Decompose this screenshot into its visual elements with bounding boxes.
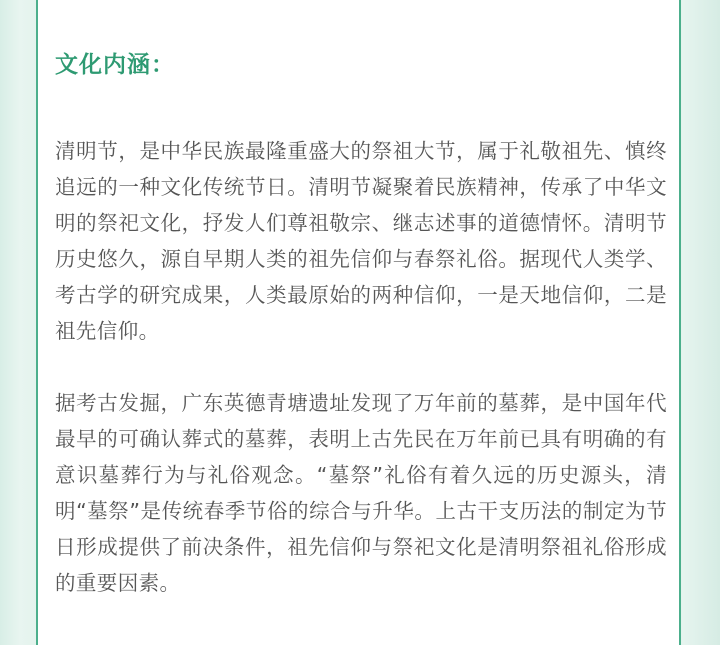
paragraph-1: 清明节，是中华民族最隆重盛大的祭祖大节，属于礼敬祖先、慎终追远的一种文化传统节日。清明节凝聚着民族精神，传承了中华文明的祭祀文化，抒发人们尊祖敬宗、继志述事的道德情怀。清明节历史悠久，源自早期人类的祖先信仰与春祭礼俗。据现代人类学、考古学的研究成果，人类最原始的两种信仰，一是天地信仰，二是祖先信仰。: [55, 139, 667, 343]
section-heading: 文化内涵：: [55, 52, 175, 78]
right-background: [682, 0, 720, 645]
paragraph-2: 据考古发掘，广东英德青塘遗址发现了万年前的墓葬，是中国年代最早的可确认葬式的墓葬，表明上古先民在万年前已具有明确的有意识墓葬行为与礼俗观念。“墓祭”礼俗有着久远的历史源头，清明“墓祭”是传统春季节俗的综合与升华。上古干支历法的制定为节日形成提供了前决条件，祖先信仰与祭祀文化是清明祭祖礼俗形成的重要因素。: [55, 391, 667, 595]
content-card: [36, 0, 681, 645]
